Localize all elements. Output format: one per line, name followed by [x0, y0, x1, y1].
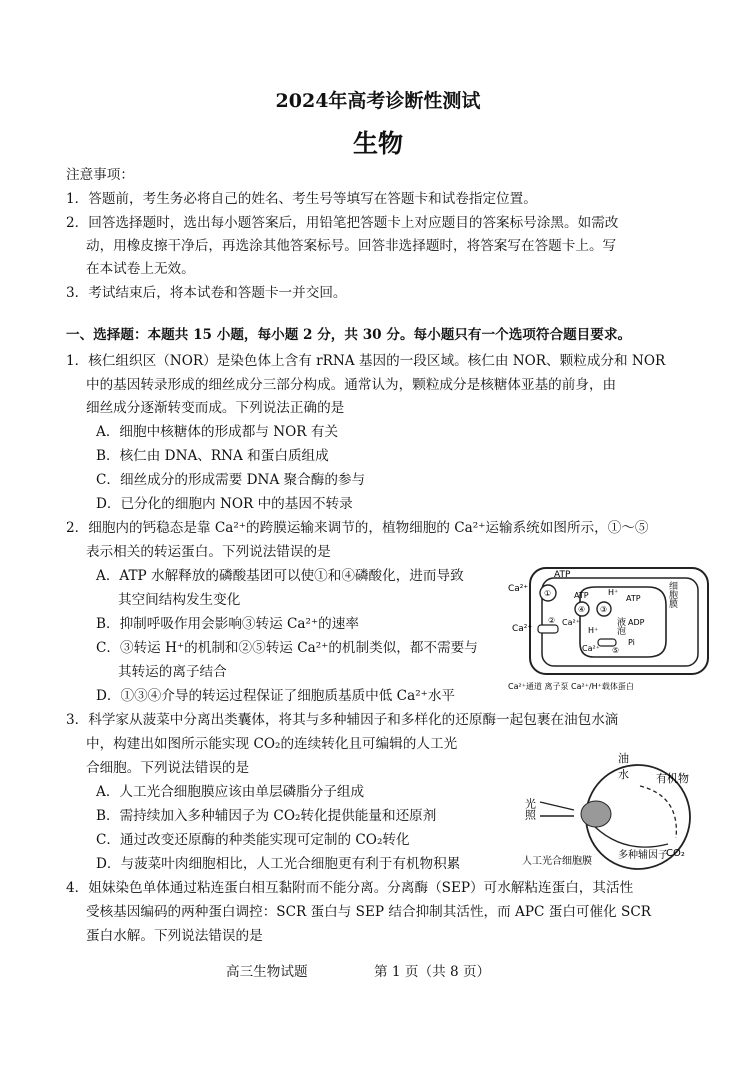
notice-heading: 注意事项： — [66, 167, 134, 183]
notice-item: 动，用橡皮擦干净后，再选涂其他答案标号。回答非选择题时，将答案写在答题卡上。写 — [86, 238, 617, 254]
question-text: 蛋白水解。下列说法错误的是 — [86, 928, 263, 944]
subject-title: 生物 — [352, 129, 403, 158]
question-text: 合细胞。下列说法错误的是 — [86, 760, 250, 776]
membrane-label: 人工光合细胞膜 — [522, 856, 592, 867]
organic-label: 有机物 — [656, 772, 689, 785]
option-c: C．细丝成分的形成需要 DNA 聚合酶的参与 — [96, 472, 366, 488]
vacuole-label: 液泡 — [615, 617, 625, 635]
section-heading: 一、选择题：本题共 15 小题，每小题 2 分，共 30 分。每小题只有一个选项符合题目要求。 — [66, 327, 632, 343]
option-d: D．已分化的细胞内 NOR 中的基因不转录 — [96, 496, 353, 512]
pi-label: Pi — [628, 638, 635, 647]
question-text: 中的基因转录形成的细丝成分三部分构成。通常认为，颗粒成分是核糖体亚基的前身，由 — [86, 377, 617, 393]
atp-label: ATP — [626, 594, 641, 603]
water-label: 水 — [618, 768, 629, 781]
option-c: C．③转运 H⁺的机制和②⑤转运 Ca²⁺的机制类似，都不需要与 — [96, 640, 478, 656]
option-a: A．细胞中核糖体的形成都与 NOR 有关 — [96, 424, 339, 440]
atp-label: ATP — [574, 591, 589, 600]
question-text: 细丝成分逐渐转变而成。下列说法正确的是 — [86, 400, 345, 416]
option-d: D．与菠菜叶肉细胞相比，人工光合细胞更有利于有机物积累 — [96, 856, 461, 872]
notice-item: 2．回答选择题时，选出每小题答案后，用铅笔把答题卡上对应题目的答案标号涂黑。如需改 — [66, 215, 619, 231]
adp-label: ADP — [628, 618, 645, 627]
question-text: 1．核仁组织区（NOR）是染色体上含有 rRNA 基因的一段区域。核仁由 NOR、颗粒成分和 NOR — [66, 353, 666, 369]
ca-label: Ca²⁺ — [582, 644, 600, 653]
membrane-label: 细胞膜 — [667, 581, 677, 608]
option-d: D．①③④介导的转运过程保证了细胞质基质中低 Ca²⁺水平 — [96, 688, 456, 704]
co2-label: CO₂ — [666, 848, 685, 859]
channel-2 — [538, 625, 558, 633]
notice-item: 在本试卷上无效。 — [86, 261, 195, 277]
h-label: H⁺ — [608, 588, 619, 597]
notice-item: 3．考试结束后，将本试卷和答题卡一并交回。 — [66, 285, 347, 301]
ca-label: Ca²⁺ — [512, 624, 533, 634]
mark-2: ② — [548, 616, 556, 625]
footer-subject: 高三生物试题 — [226, 964, 308, 980]
mark-3: ③ — [600, 605, 608, 614]
mark-5: ⑤ — [612, 646, 620, 655]
ca-label: Ca²⁺ — [508, 584, 529, 594]
artificial-cell-diagram — [520, 752, 710, 870]
question-text: 受核基因编码的两种蛋白调控：SCR 蛋白与 SEP 结合抑制其活性，而 APC 蛋白可催化 SCR — [86, 904, 651, 920]
mark-1: ① — [544, 589, 552, 598]
option-b: B．需持续加入多种辅因子为 CO₂转化提供能量和还原剂 — [96, 808, 437, 824]
cofactor-label: 多种辅因子 — [618, 850, 668, 861]
mark-4: ④ — [578, 605, 586, 614]
notice-item: 1．答题前，考生务必将自己的姓名、考生号等填写在答题卡和试卷指定位置。 — [66, 191, 537, 207]
question-text: 中，构建出如图所示能实现 CO₂的连续转化且可编辑的人工光 — [86, 736, 458, 752]
calcium-transport-diagram — [508, 565, 713, 695]
option-b: B．核仁由 DNA、RNA 和蛋白质组成 — [96, 448, 329, 464]
question-text: 3．科学家从菠菜中分离出类囊体，将其与多种辅因子和多样化的还原酶一起包裹在油包水滴 — [66, 712, 619, 728]
option-b: B．抑制呼吸作用会影响③转运 Ca²⁺的速率 — [96, 616, 359, 632]
question-text: 4．姐妹染色单体通过粘连蛋白相互黏附而不能分离。分离酶（SEP）可水解粘连蛋白，其活性 — [66, 880, 634, 896]
footer-page: 第 1 页（共 8 页） — [374, 964, 491, 980]
question-text: 表示相关的转运蛋白。下列说法错误的是 — [86, 544, 331, 560]
exam-title: 2024年高考诊断性测试 — [275, 90, 481, 112]
light-label: 光照 — [523, 798, 537, 820]
h-label: H⁺ — [588, 626, 599, 635]
oil-label: 油 — [618, 752, 629, 765]
option-a-cont: 其空间结构发生变化 — [118, 592, 241, 608]
atp-label: ATP — [554, 570, 571, 580]
option-a: A．ATP 水解释放的磷酸基团可以使①和④磷酸化，进而导致 — [96, 568, 464, 584]
option-a: A．人工光合细胞膜应该由单层磷脂分子组成 — [96, 784, 365, 800]
ca-label: Ca²⁺ — [562, 618, 580, 627]
diagram-legend: Ca²⁺通道 离子泵 Ca²⁺/H⁺载体蛋白 — [508, 682, 634, 691]
option-c-cont: 其转运的离子结合 — [118, 664, 227, 680]
question-text: 2．细胞内的钙稳态是靠 Ca²⁺的跨膜运输来调节的，植物细胞的 Ca²⁺运输系统如图所示，①～⑤ — [66, 520, 649, 536]
channel-5 — [598, 639, 616, 646]
option-c: C．通过改变还原酶的种类能实现可定制的 CO₂转化 — [96, 832, 410, 848]
